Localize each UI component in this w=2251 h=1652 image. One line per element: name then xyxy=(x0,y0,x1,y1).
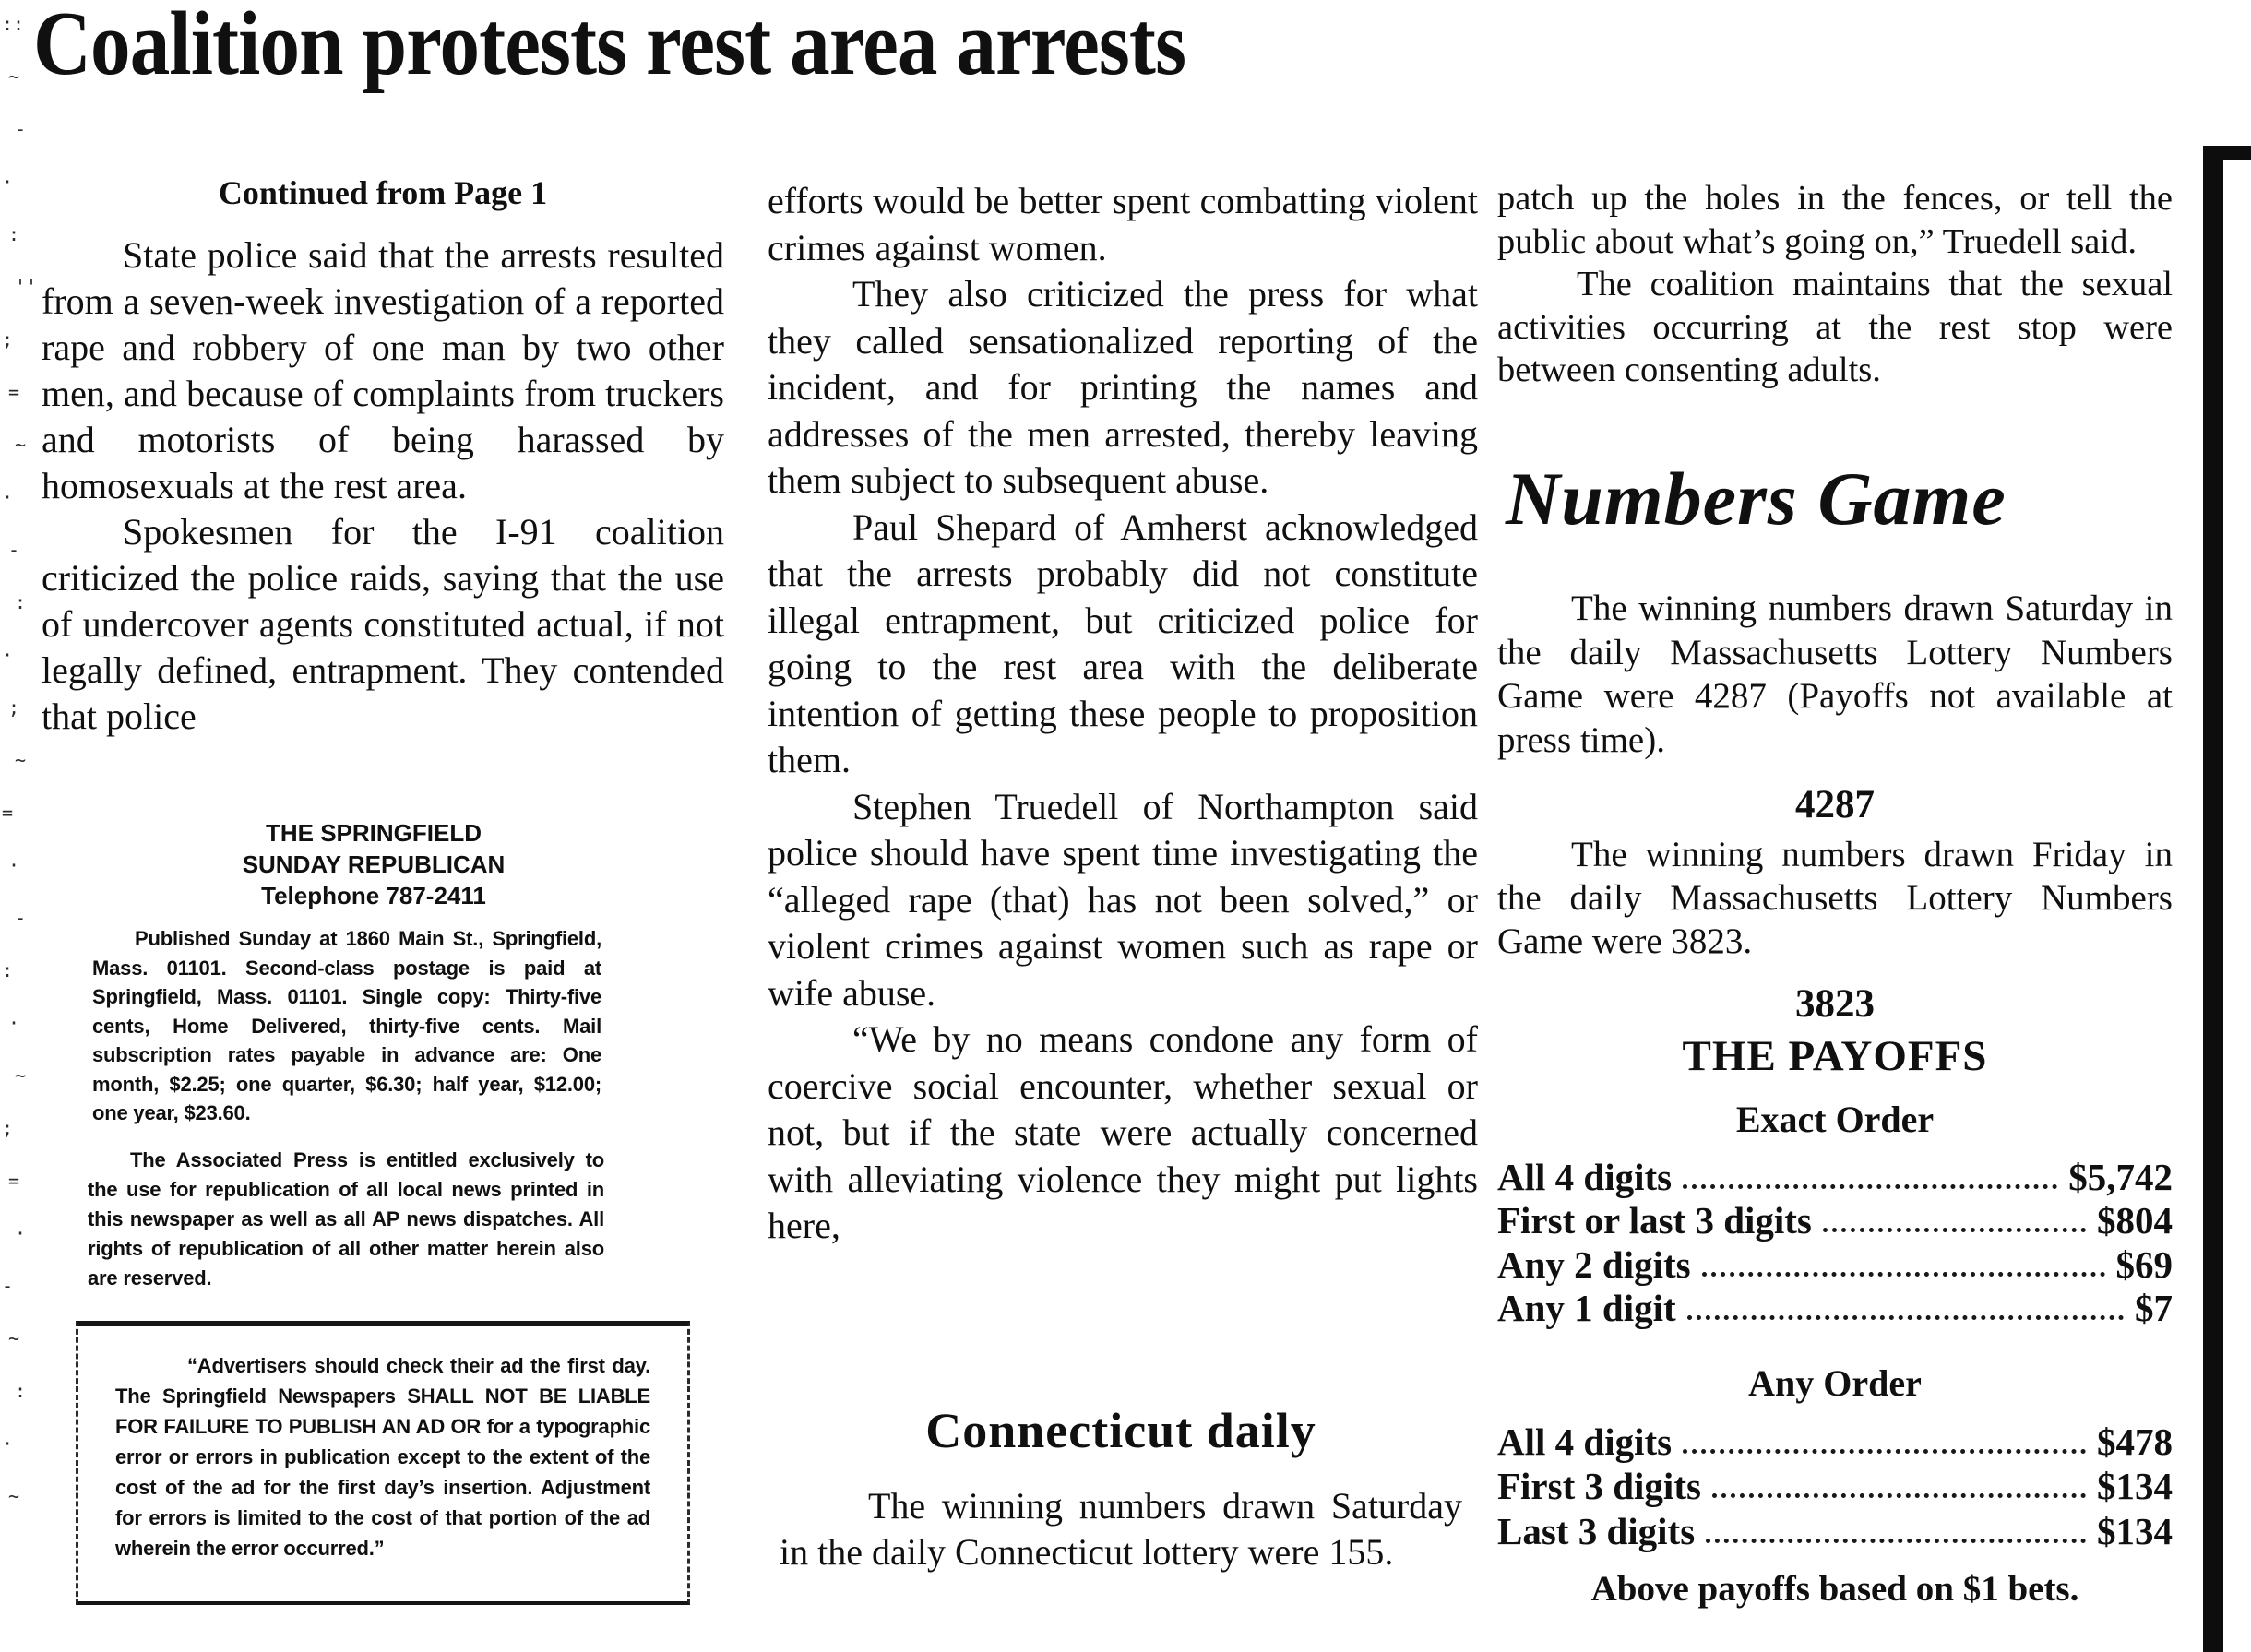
payoff-value: $5,742 xyxy=(2068,1155,2173,1198)
article-paragraph: They also criticized the press for what they called sensationalized reporting of the incident, and for printing the names and addresses of the men arrested, thereby leaving them subject to subsequent abuse. xyxy=(768,273,1478,501)
payoff-label: First or last 3 digits xyxy=(1497,1199,1812,1242)
masthead-name-line2: SUNDAY REPUBLICAN xyxy=(242,850,506,878)
payoff-row xyxy=(1497,1464,2173,1509)
connecticut-daily-paragraph: The winning numbers drawn Saturday in the daily Connecticut lottery were 155. xyxy=(780,1485,1462,1573)
exact-order-heading: Exact Order xyxy=(1735,1099,1935,1140)
publication-info: Published Sunday at 1860 Main St., Springfield, Mass. 01101. Second-class postage is paid at Springfield, Mass. 01101. Single copy: Thirty-five cents, Home Delivered, thirty-five cents. Mail subscription rates payable in advance are: One month, $2.25; one quarter, $6.30; half year, $12.00; one year, $23.60. xyxy=(92,927,601,1124)
payoff-value: $134 xyxy=(2097,1465,2173,1507)
payoffs-footnote: Above payoffs based on $1 bets. xyxy=(1590,1569,2079,1609)
payoff-label: All 4 digits xyxy=(1497,1155,1673,1198)
article-paragraph: Paul Shepard of Amherst acknowledged that the arrests probably did not constitute illegal entrapment, but criticized police for going to the rest area with the deliberate intention of getting these people to proposition them. xyxy=(768,505,1478,780)
exact-order-table xyxy=(1497,1155,2173,1330)
dot-leader xyxy=(1683,1449,2086,1454)
ap-copyright-notice: The Associated Press is entitled exclusively to the use for republication of all local news printed in this newspaper as well as all AP news dispatches. All rights of republication of all other matter herein also are reserved. xyxy=(88,1148,604,1290)
payoff-row xyxy=(1497,1287,2173,1331)
payoff-row xyxy=(1497,1419,2173,1464)
dot-leader xyxy=(1706,1539,2086,1543)
dot-leader xyxy=(1712,1493,2086,1498)
saturday-numbers-paragraph: The winning numbers drawn Saturday in the daily Massachusetts Lottery Numbers Game were 4287 (Payoffs not available at press time). xyxy=(1497,588,2173,760)
payoff-label: First 3 digits xyxy=(1497,1465,1701,1507)
article-paragraph: The coalition maintains that the sexual activities occurring at the rest stop were between consenting adults. xyxy=(1497,265,2173,389)
article-paragraph: State police said that the arrests resulted from a seven-week investigation of a reported rape and robbery of one man by two other men, and because of complaints from truckers and motorists of being harassed by homosexuals at the rest area. xyxy=(42,234,724,506)
saturday-winning-number: 4287 xyxy=(1795,783,1875,826)
connecticut-daily-heading: Connecticut daily xyxy=(925,1403,1316,1458)
payoff-row xyxy=(1497,1155,2173,1199)
payoff-row xyxy=(1497,1508,2173,1553)
article-paragraph: Stephen Truedell of Northampton said police should have spent time investigating the “alleged rape (that) has not been solved,” or violent crimes against women such as rape or wife abuse. xyxy=(768,785,1478,1014)
masthead-phone: Telephone 787-2411 xyxy=(261,882,486,909)
payoff-row xyxy=(1497,1199,2173,1243)
scan-noise-strip: :: ~ - · : '' ; = ~ · - : · ; ~ = · - : · ~ ; = · - ~ : · ~ xyxy=(2,13,38,1507)
payoffs-title: THE PAYOFFS xyxy=(1682,1032,1988,1080)
payoff-label: All 4 digits xyxy=(1497,1420,1673,1463)
payoff-label: Last 3 digits xyxy=(1497,1509,1696,1552)
numbers-game-heading: Numbers Game xyxy=(1506,457,2007,541)
friday-winning-number: 3823 xyxy=(1795,982,1875,1026)
dot-leader xyxy=(1823,1228,2086,1232)
article-paragraph: efforts would be better spent combatting violent crimes against women. xyxy=(768,180,1478,268)
advertiser-disclaimer-text: “Advertisers should check their ad the first day. The Springfield Newspapers SHALL NOT BE LIABLE FOR FAILURE TO PUBLISH AN AD OR for a typographic error or errors in publication except to the extent of the cost of the ad for the first day’s insertion. Adjustment for errors is limited to the cost of that portion of the ad wherein the error occurred.” xyxy=(115,1354,650,1560)
masthead-name-line1: THE SPRINGFIELD xyxy=(265,819,482,847)
adjacent-ad-border-vertical xyxy=(2203,157,2223,1652)
middle-column xyxy=(768,178,1478,1250)
payoff-row xyxy=(1497,1242,2173,1287)
payoff-value: $478 xyxy=(2097,1420,2173,1463)
payoff-label: Any 1 digit xyxy=(1497,1287,1676,1329)
left-column xyxy=(42,232,724,740)
article-paragraph: patch up the holes in the fences, or tell the public about what’s going on,” Truedell said. xyxy=(1497,179,2173,261)
any-order-heading: Any Order xyxy=(1748,1362,1922,1404)
payoff-value: $69 xyxy=(2115,1242,2173,1286)
dot-leader xyxy=(1683,1184,2057,1189)
right-column xyxy=(1497,177,2173,392)
dot-leader xyxy=(1702,1272,2105,1277)
advertiser-disclaimer-box xyxy=(76,1321,690,1605)
payoff-label: Any 2 digits xyxy=(1497,1242,1691,1286)
payoff-value: $804 xyxy=(2097,1199,2173,1242)
headline: Coalition protests rest area arrests xyxy=(33,0,1186,94)
any-order-table xyxy=(1497,1419,2173,1553)
article-paragraph: Spokesmen for the I-91 coalition criticized the police raids, saying that the use of undercover agents constituted actual, if not legally defined, entrapment. They contended that police xyxy=(42,511,724,737)
friday-numbers-paragraph: The winning numbers drawn Friday in the daily Massachusetts Lottery Numbers Game were 3823. xyxy=(1497,835,2173,961)
dot-leader xyxy=(1687,1315,2124,1320)
continued-from-note: Continued from Page 1 xyxy=(218,174,548,211)
payoff-value: $134 xyxy=(2097,1509,2173,1552)
payoff-value: $7 xyxy=(2135,1287,2173,1329)
masthead xyxy=(42,817,706,911)
article-paragraph: “We by no means condone any form of coercive social encounter, whether sexual or not, but if the state were actually concerned with alleviating violence they might put lights here, xyxy=(768,1018,1478,1246)
adjacent-ad-border-top xyxy=(2203,146,2251,160)
